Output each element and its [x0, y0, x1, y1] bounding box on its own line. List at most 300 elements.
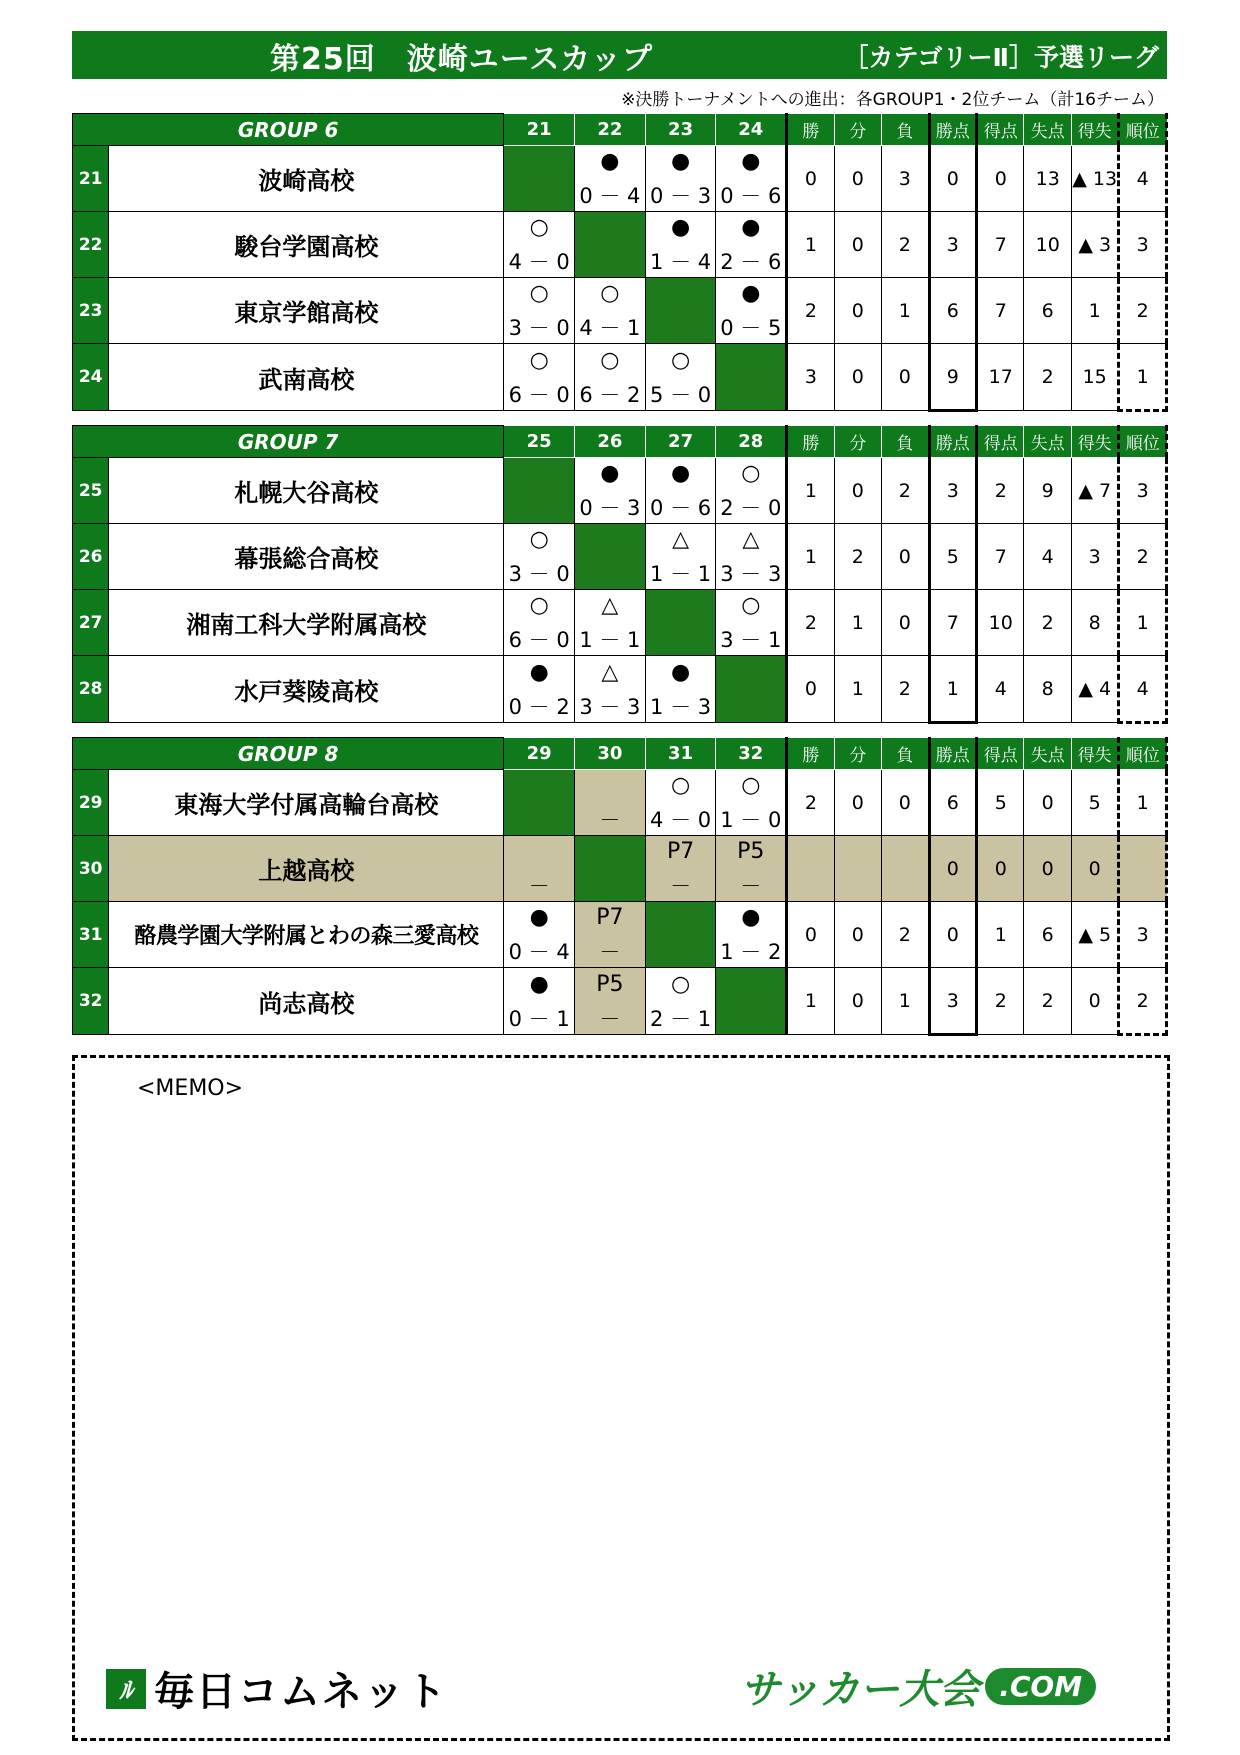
stat-value: 0	[929, 902, 976, 968]
match-result-cell	[716, 836, 787, 902]
result-mark: △	[601, 659, 619, 685]
stat-header: 分	[834, 426, 881, 458]
match-result-cell	[575, 770, 646, 836]
match-result-cell	[575, 902, 646, 968]
team-row	[73, 902, 1167, 968]
match-score: 2 － 0	[720, 496, 782, 520]
stat-value: 2	[787, 770, 834, 836]
stat-value: ▲ 7	[1071, 458, 1118, 524]
team-name: 東海大学付属高輪台高校	[109, 770, 504, 836]
stat-value: 5	[929, 524, 976, 590]
stat-value: 6	[929, 278, 976, 344]
result-mark: ●	[529, 905, 549, 930]
team-row	[73, 212, 1167, 278]
match-result-cell	[645, 344, 716, 411]
result-mark: ●	[529, 659, 549, 685]
match-score: 6 － 0	[508, 628, 570, 652]
match-score: 0 － 5	[720, 316, 782, 340]
stat-value: 7	[929, 590, 976, 656]
match-result-cell	[504, 278, 575, 344]
match-score: 2 － 1	[650, 1006, 712, 1031]
stat-value: 1	[834, 590, 881, 656]
match-score: －	[599, 808, 621, 832]
result-mark: ○	[529, 593, 549, 618]
stat-value: 0	[834, 968, 881, 1035]
match-score: 1 － 2	[720, 940, 782, 964]
soccer-logo-com: .COM	[985, 1668, 1096, 1705]
stat-value: ▲ 13	[1071, 146, 1118, 212]
team-number: 23	[73, 278, 109, 344]
team-name: 尚志高校	[109, 968, 504, 1035]
stat-value: 9	[1024, 458, 1071, 524]
team-row	[73, 344, 1167, 411]
match-score: 0 － 6	[720, 184, 782, 208]
team-number: 28	[73, 656, 109, 723]
stat-value: 2	[1119, 968, 1167, 1035]
title-bar	[72, 31, 1167, 79]
stat-header: 失点	[1024, 426, 1071, 458]
result-mark: ●	[670, 659, 691, 685]
group-table	[72, 737, 1168, 1036]
opponent-column-header: 22	[575, 114, 646, 146]
category-label: ［カテゴリーⅡ］予選リーグ	[843, 43, 1159, 72]
group-table	[72, 113, 1168, 412]
stat-value: 10	[977, 590, 1024, 656]
result-mark: ●	[741, 281, 761, 306]
match-score: 3 － 3	[579, 694, 641, 719]
match-score: －	[528, 874, 550, 898]
result-mark: △	[742, 527, 760, 552]
stat-header: 負	[882, 114, 929, 146]
page-title: 第25回 波崎ユースカップ	[270, 42, 653, 77]
group-name: GROUP 8	[73, 738, 504, 770]
match-score: －	[599, 940, 621, 964]
stat-value: 2	[882, 212, 929, 278]
stat-value: 1	[1119, 344, 1167, 411]
stat-header: 得失	[1071, 738, 1118, 770]
match-score: 0 － 6	[650, 496, 712, 520]
stat-value: 1	[1119, 590, 1167, 656]
self-match-cell	[645, 902, 716, 968]
stat-value: 0	[1024, 770, 1071, 836]
team-number: 29	[73, 770, 109, 836]
stat-value: 0	[882, 770, 929, 836]
stat-value: 0	[882, 344, 929, 411]
stat-value: 3	[929, 968, 976, 1035]
stat-value: 3	[1071, 524, 1118, 590]
stat-header: 失点	[1024, 738, 1071, 770]
stat-value: 6	[1024, 278, 1071, 344]
stat-header: 分	[834, 114, 881, 146]
self-match-cell	[575, 836, 646, 902]
match-result-cell	[716, 770, 787, 836]
stat-value: 0	[1024, 836, 1071, 902]
stat-value: 5	[977, 770, 1024, 836]
self-match-cell	[716, 344, 787, 411]
stat-value: 8	[1024, 656, 1071, 723]
match-score: 0 － 2	[508, 694, 570, 719]
self-match-cell	[645, 590, 716, 656]
stat-value: 3	[1119, 458, 1167, 524]
team-name: 酪農学園大学附属とわの森三愛高校	[109, 902, 504, 968]
team-number: 24	[73, 344, 109, 411]
team-row	[73, 968, 1167, 1035]
opponent-column-header: 25	[504, 426, 575, 458]
result-mark: ●	[741, 149, 761, 174]
self-match-cell	[716, 968, 787, 1035]
stat-header: 勝点	[929, 426, 976, 458]
match-result-cell	[504, 590, 575, 656]
group-name: GROUP 7	[73, 426, 504, 458]
stat-value: 1	[1071, 278, 1118, 344]
match-score: －	[670, 874, 692, 898]
team-name: 湘南工科大学附属高校	[109, 590, 504, 656]
opponent-column-header: 28	[716, 426, 787, 458]
stat-value: 15	[1071, 344, 1118, 411]
opponent-column-header: 27	[645, 426, 716, 458]
stat-value: 1	[787, 212, 834, 278]
match-result-cell	[504, 656, 575, 723]
stat-header: 負	[882, 426, 929, 458]
stat-header: 得点	[977, 114, 1024, 146]
match-result-cell	[716, 524, 787, 590]
match-result-cell	[504, 836, 575, 902]
stat-value: 1	[1119, 770, 1167, 836]
result-mark: ●	[529, 971, 549, 997]
match-score: 0 － 1	[508, 1006, 570, 1031]
match-score: 4 － 1	[579, 316, 641, 340]
result-mark: ○	[670, 971, 691, 997]
soccer-logo-text: サッカー大会	[740, 1667, 980, 1713]
result-mark: ○	[741, 593, 761, 618]
team-number: 30	[73, 836, 109, 902]
stat-value: 7	[977, 278, 1024, 344]
stat-value: 7	[977, 524, 1024, 590]
match-result-cell	[504, 344, 575, 411]
stat-value: ▲ 5	[1071, 902, 1118, 968]
stat-value: 6	[929, 770, 976, 836]
match-result-cell	[645, 524, 716, 590]
stat-value: 3	[787, 344, 834, 411]
result-mark: ●	[600, 461, 620, 486]
team-name: 水戸葵陵高校	[109, 656, 504, 723]
team-number: 26	[73, 524, 109, 590]
match-result-cell	[645, 656, 716, 723]
soccer-taikai-logo	[740, 1658, 1096, 1715]
opponent-column-header: 24	[716, 114, 787, 146]
stat-header: 得失	[1071, 426, 1118, 458]
stat-value: ▲ 3	[1071, 212, 1118, 278]
stat-value: 0	[977, 836, 1024, 902]
match-score: 6 － 2	[579, 382, 641, 407]
stat-header: 順位	[1119, 738, 1167, 770]
self-match-cell	[504, 770, 575, 836]
opponent-column-header: 26	[575, 426, 646, 458]
team-row	[73, 278, 1167, 344]
opponent-column-header: 29	[504, 738, 575, 770]
match-score: 1 － 1	[579, 628, 641, 652]
match-result-cell	[645, 458, 716, 524]
team-row	[73, 146, 1167, 212]
opponent-column-header: 30	[575, 738, 646, 770]
match-result-cell	[645, 146, 716, 212]
stat-value: 0	[929, 146, 976, 212]
stat-header: 得点	[977, 426, 1024, 458]
match-score: 3 － 1	[720, 628, 782, 652]
result-mark: ○	[741, 461, 761, 486]
match-score: 1 － 4	[650, 250, 712, 274]
stat-value: 0	[787, 146, 834, 212]
stat-value: 2	[787, 278, 834, 344]
stat-value: 0	[929, 836, 976, 902]
stat-value: 4	[1024, 524, 1071, 590]
stat-value: 0	[787, 902, 834, 968]
match-score: －	[740, 874, 762, 898]
stat-value: 2	[1024, 590, 1071, 656]
stat-header: 順位	[1119, 114, 1167, 146]
stat-value: 10	[1024, 212, 1071, 278]
result-mark: P7	[666, 839, 695, 864]
memo-label: <MEMO>	[137, 1076, 244, 1101]
team-name: 幕張総合高校	[109, 524, 504, 590]
stat-value: 1	[929, 656, 976, 723]
stat-value: 2	[977, 458, 1024, 524]
group-table	[72, 425, 1168, 724]
match-result-cell	[575, 344, 646, 411]
match-score: 2 － 6	[720, 250, 782, 274]
stat-header: 失点	[1024, 114, 1071, 146]
stat-value	[834, 836, 881, 902]
team-number: 21	[73, 146, 109, 212]
stat-header: 勝	[787, 738, 834, 770]
stat-value: 4	[1119, 656, 1167, 723]
stat-value: 0	[787, 656, 834, 723]
stat-value: 2	[882, 656, 929, 723]
qualification-note: ※決勝トーナメントへの進出：各GROUP1・2位チーム（計16チーム）	[621, 90, 1164, 110]
opponent-column-header: 31	[645, 738, 716, 770]
match-result-cell	[645, 770, 716, 836]
match-result-cell	[716, 146, 787, 212]
match-score: 1 － 3	[650, 694, 712, 719]
match-result-cell	[575, 458, 646, 524]
stat-value: 6	[1024, 902, 1071, 968]
result-mark: ○	[741, 773, 761, 798]
stat-value: 3	[882, 146, 929, 212]
stat-value: 0	[882, 590, 929, 656]
stat-header: 勝点	[929, 114, 976, 146]
opponent-column-header: 32	[716, 738, 787, 770]
team-row	[73, 590, 1167, 656]
team-name: 駿台学園高校	[109, 212, 504, 278]
stat-value: 1	[787, 968, 834, 1035]
stat-value: 0	[834, 344, 881, 411]
stat-header: 順位	[1119, 426, 1167, 458]
stat-value: 2	[787, 590, 834, 656]
stat-value: 1	[787, 458, 834, 524]
team-row	[73, 836, 1167, 902]
match-result-cell	[645, 212, 716, 278]
stat-value: ▲ 4	[1071, 656, 1118, 723]
stat-value: 1	[834, 656, 881, 723]
match-result-cell	[504, 968, 575, 1035]
stat-value: 5	[1071, 770, 1118, 836]
stat-value: 0	[834, 458, 881, 524]
match-result-cell	[504, 212, 575, 278]
result-mark: △	[601, 593, 619, 618]
result-mark: ●	[670, 149, 691, 174]
match-score: 0 － 4	[579, 184, 641, 208]
stat-value: 4	[977, 656, 1024, 723]
stat-value: 2	[977, 968, 1024, 1035]
stat-value: 3	[1119, 212, 1167, 278]
match-score: 3 － 0	[508, 562, 570, 586]
match-score: 4 － 0	[650, 808, 712, 832]
result-mark: ○	[670, 773, 691, 798]
team-name: 波崎高校	[109, 146, 504, 212]
stat-value: 0	[834, 212, 881, 278]
result-mark: ○	[529, 347, 549, 373]
result-mark: ○	[600, 281, 620, 306]
stat-value	[882, 836, 929, 902]
match-result-cell	[716, 278, 787, 344]
stat-value: 0	[834, 146, 881, 212]
stat-header: 勝点	[929, 738, 976, 770]
result-mark: ●	[741, 905, 761, 930]
match-result-cell	[504, 524, 575, 590]
match-result-cell	[504, 902, 575, 968]
self-match-cell	[575, 524, 646, 590]
team-name: 上越高校	[109, 836, 504, 902]
result-mark: ●	[741, 215, 761, 240]
match-result-cell	[575, 968, 646, 1035]
team-name: 武南高校	[109, 344, 504, 411]
stat-header: 負	[882, 738, 929, 770]
match-result-cell	[716, 458, 787, 524]
team-name: 札幌大谷高校	[109, 458, 504, 524]
match-score: 3 － 0	[508, 316, 570, 340]
stat-value: 13	[1024, 146, 1071, 212]
result-mark: P5	[596, 971, 624, 997]
match-score: 1 － 0	[720, 808, 782, 832]
team-number: 25	[73, 458, 109, 524]
match-score: 0 － 3	[650, 184, 712, 208]
stat-value: 17	[977, 344, 1024, 411]
stat-value: 2	[834, 524, 881, 590]
stat-value: 1	[882, 278, 929, 344]
match-result-cell	[575, 146, 646, 212]
stat-value: 3	[929, 458, 976, 524]
result-mark: △	[672, 527, 690, 552]
self-match-cell	[504, 146, 575, 212]
comnet-logo-text: 毎日コムネット	[154, 1669, 448, 1715]
match-score: 5 － 0	[650, 382, 712, 407]
stat-value: 2	[1119, 524, 1167, 590]
stat-header: 得点	[977, 738, 1024, 770]
group-name: GROUP 6	[73, 114, 504, 146]
result-mark: ●	[670, 215, 691, 240]
stat-value: 2	[1119, 278, 1167, 344]
stat-value: 2	[882, 902, 929, 968]
stat-value	[1119, 836, 1167, 902]
match-result-cell	[716, 590, 787, 656]
result-mark: P7	[596, 905, 624, 930]
memo-box	[72, 1055, 1170, 1741]
stat-header: 勝	[787, 426, 834, 458]
stat-value: 0	[1071, 968, 1118, 1035]
match-score: 0 － 4	[508, 940, 570, 964]
match-result-cell	[575, 656, 646, 723]
team-number: 31	[73, 902, 109, 968]
match-result-cell	[716, 902, 787, 968]
self-match-cell	[575, 212, 646, 278]
match-result-cell	[645, 836, 716, 902]
stat-value: 8	[1071, 590, 1118, 656]
match-score: 3 － 3	[720, 562, 782, 586]
match-score: 6 － 0	[508, 382, 570, 407]
result-mark: P5	[737, 839, 765, 864]
stat-value: 1	[882, 968, 929, 1035]
stat-value: 1	[977, 902, 1024, 968]
stat-value: 2	[1024, 344, 1071, 411]
team-row	[73, 770, 1167, 836]
stat-value: 2	[1024, 968, 1071, 1035]
stat-value: 0	[1071, 836, 1118, 902]
stat-value: 0	[834, 902, 881, 968]
stat-value: 0	[882, 524, 929, 590]
team-number: 27	[73, 590, 109, 656]
match-score: 4 － 0	[508, 250, 570, 274]
opponent-column-header: 23	[645, 114, 716, 146]
stat-value: 7	[977, 212, 1024, 278]
result-mark: ●	[670, 461, 691, 486]
self-match-cell	[645, 278, 716, 344]
stat-value: 0	[977, 146, 1024, 212]
opponent-column-header: 21	[504, 114, 575, 146]
self-match-cell	[716, 656, 787, 723]
team-row	[73, 524, 1167, 590]
team-name: 東京学館高校	[109, 278, 504, 344]
match-result-cell	[716, 212, 787, 278]
match-result-cell	[575, 278, 646, 344]
result-mark: ○	[529, 215, 549, 240]
stat-header: 勝	[787, 114, 834, 146]
match-score: －	[599, 1006, 621, 1031]
stat-value: 0	[834, 278, 881, 344]
match-score: 0 － 3	[579, 496, 641, 520]
team-number: 32	[73, 968, 109, 1035]
team-number: 22	[73, 212, 109, 278]
result-mark: ○	[600, 347, 620, 373]
stat-value: 9	[929, 344, 976, 411]
match-result-cell	[645, 968, 716, 1035]
stat-value: 0	[834, 770, 881, 836]
result-mark: ○	[529, 527, 549, 552]
mainichi-comnet-logo	[106, 1660, 448, 1717]
comnet-mark-icon: ﾙ	[106, 1669, 146, 1709]
result-mark: ○	[529, 281, 549, 306]
stat-header: 得失	[1071, 114, 1118, 146]
stat-value	[787, 836, 834, 902]
stat-value: 3	[1119, 902, 1167, 968]
stat-value: 3	[929, 212, 976, 278]
result-mark: ○	[670, 347, 691, 373]
team-row	[73, 656, 1167, 723]
result-mark: ●	[600, 149, 620, 174]
stat-value: 1	[787, 524, 834, 590]
match-result-cell	[575, 590, 646, 656]
stat-value: 2	[882, 458, 929, 524]
match-score: 1 － 1	[650, 562, 712, 586]
